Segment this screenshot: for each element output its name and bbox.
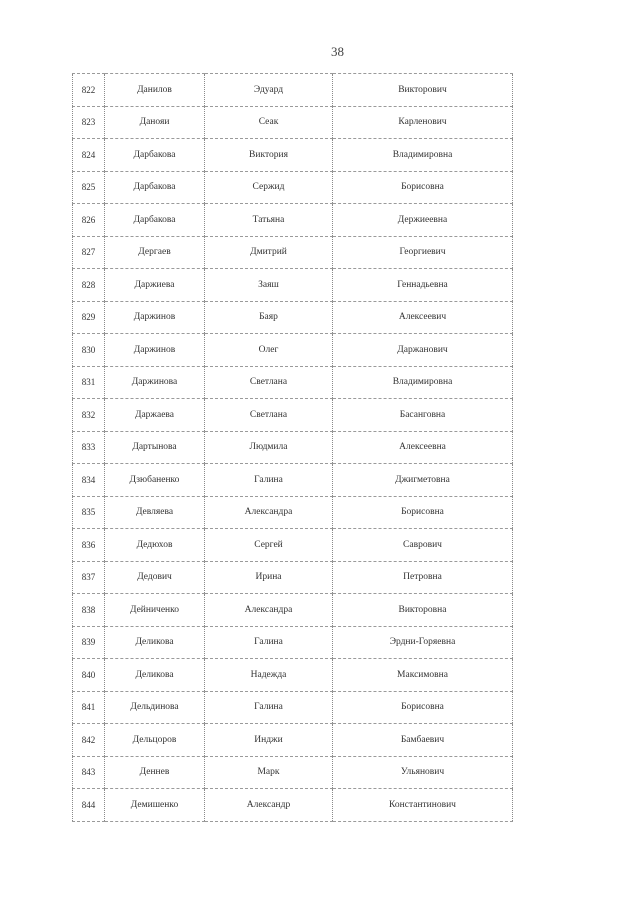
first-name-cell: Надежда xyxy=(205,659,333,692)
table-row xyxy=(73,366,513,399)
page-number: 38 xyxy=(331,44,344,59)
surname-cell: Даржинова xyxy=(105,366,205,399)
patronymic-cell: Бамбаевич xyxy=(333,724,513,757)
first-name-cell: Баяр xyxy=(205,301,333,334)
patronymic-cell: Борисовна xyxy=(333,691,513,724)
surname-cell: Дарбакова xyxy=(105,171,205,204)
table-row xyxy=(73,496,513,529)
row-number-cell: 825 xyxy=(73,171,105,204)
patronymic-cell: Георгиевич xyxy=(333,236,513,269)
table-row xyxy=(73,659,513,692)
surname-cell: Даржинов xyxy=(105,301,205,334)
table-row xyxy=(73,464,513,497)
patronymic-cell: Константинович xyxy=(333,789,513,822)
table-row xyxy=(73,106,513,139)
surname-cell: Даржаева xyxy=(105,399,205,432)
first-name-cell: Галина xyxy=(205,691,333,724)
first-name-cell: Татьяна xyxy=(205,204,333,237)
roster-body xyxy=(73,74,513,822)
table-row xyxy=(73,301,513,334)
first-name-cell: Заяш xyxy=(205,269,333,302)
row-number-cell: 834 xyxy=(73,464,105,497)
surname-cell: Дзюбаненко xyxy=(105,464,205,497)
surname-cell: Дарбакова xyxy=(105,139,205,172)
first-name-cell: Людмила xyxy=(205,431,333,464)
first-name-cell: Сергей xyxy=(205,529,333,562)
table-row xyxy=(73,789,513,822)
table-row xyxy=(73,724,513,757)
row-number-cell: 823 xyxy=(73,106,105,139)
patronymic-cell: Викторовна xyxy=(333,594,513,627)
first-name-cell: Сеак xyxy=(205,106,333,139)
patronymic-cell: Викторович xyxy=(333,74,513,107)
first-name-cell: Ирина xyxy=(205,561,333,594)
table-row xyxy=(73,74,513,107)
patronymic-cell: Басанговна xyxy=(333,399,513,432)
patronymic-cell: Джигметовна xyxy=(333,464,513,497)
first-name-cell: Александра xyxy=(205,496,333,529)
table-row xyxy=(73,431,513,464)
row-number-cell: 844 xyxy=(73,789,105,822)
patronymic-cell: Саврович xyxy=(333,529,513,562)
surname-cell: Данилов xyxy=(105,74,205,107)
row-number-cell: 839 xyxy=(73,626,105,659)
table-row xyxy=(73,204,513,237)
table-row xyxy=(73,236,513,269)
row-number-cell: 837 xyxy=(73,561,105,594)
first-name-cell: Александра xyxy=(205,594,333,627)
row-number-cell: 842 xyxy=(73,724,105,757)
surname-cell: Дергаев xyxy=(105,236,205,269)
table-row xyxy=(73,269,513,302)
patronymic-cell: Даржанович xyxy=(333,334,513,367)
row-number-cell: 835 xyxy=(73,496,105,529)
table-row xyxy=(73,399,513,432)
row-number-cell: 833 xyxy=(73,431,105,464)
patronymic-cell: Алексеевич xyxy=(333,301,513,334)
row-number-cell: 826 xyxy=(73,204,105,237)
surname-cell: Даржинов xyxy=(105,334,205,367)
first-name-cell: Эдуард xyxy=(205,74,333,107)
table-row xyxy=(73,626,513,659)
row-number-cell: 831 xyxy=(73,366,105,399)
row-number-cell: 830 xyxy=(73,334,105,367)
row-number-cell: 836 xyxy=(73,529,105,562)
patronymic-cell: Борисовна xyxy=(333,171,513,204)
table-row xyxy=(73,139,513,172)
patronymic-cell: Владимировна xyxy=(333,139,513,172)
patronymic-cell: Карленович xyxy=(333,106,513,139)
surname-cell: Дартынова xyxy=(105,431,205,464)
surname-cell: Деликова xyxy=(105,626,205,659)
surname-cell: Дедович xyxy=(105,561,205,594)
first-name-cell: Марк xyxy=(205,756,333,789)
table-row xyxy=(73,171,513,204)
table-row xyxy=(73,561,513,594)
patronymic-cell: Максимовна xyxy=(333,659,513,692)
patronymic-cell: Держиеевна xyxy=(333,204,513,237)
surname-cell: Девляева xyxy=(105,496,205,529)
patronymic-cell: Эрдни-Горяевна xyxy=(333,626,513,659)
patronymic-cell: Петровна xyxy=(333,561,513,594)
surname-cell: Деннев xyxy=(105,756,205,789)
patronymic-cell: Геннадьевна xyxy=(333,269,513,302)
patronymic-cell: Ульянович xyxy=(333,756,513,789)
first-name-cell: Александр xyxy=(205,789,333,822)
first-name-cell: Олег xyxy=(205,334,333,367)
surname-cell: Данояи xyxy=(105,106,205,139)
patronymic-cell: Борисовна xyxy=(333,496,513,529)
row-number-cell: 822 xyxy=(73,74,105,107)
first-name-cell: Сержид xyxy=(205,171,333,204)
table-row xyxy=(73,594,513,627)
surname-cell: Дедюхов xyxy=(105,529,205,562)
surname-cell: Дейниченко xyxy=(105,594,205,627)
surname-cell: Дельцоров xyxy=(105,724,205,757)
surname-cell: Дельдинова xyxy=(105,691,205,724)
surname-cell: Деликова xyxy=(105,659,205,692)
surname-cell: Дарбакова xyxy=(105,204,205,237)
patronymic-cell: Алексеевна xyxy=(333,431,513,464)
surname-cell: Даржиева xyxy=(105,269,205,302)
row-number-cell: 843 xyxy=(73,756,105,789)
roster-table xyxy=(72,73,513,822)
row-number-cell: 840 xyxy=(73,659,105,692)
row-number-cell: 824 xyxy=(73,139,105,172)
row-number-cell: 829 xyxy=(73,301,105,334)
patronymic-cell: Владимировна xyxy=(333,366,513,399)
row-number-cell: 832 xyxy=(73,399,105,432)
first-name-cell: Светлана xyxy=(205,399,333,432)
table-row xyxy=(73,334,513,367)
first-name-cell: Инджи xyxy=(205,724,333,757)
table-row xyxy=(73,691,513,724)
row-number-cell: 827 xyxy=(73,236,105,269)
surname-cell: Демишенко xyxy=(105,789,205,822)
table-row xyxy=(73,756,513,789)
table-row xyxy=(73,529,513,562)
row-number-cell: 828 xyxy=(73,269,105,302)
row-number-cell: 841 xyxy=(73,691,105,724)
first-name-cell: Галина xyxy=(205,626,333,659)
row-number-cell: 838 xyxy=(73,594,105,627)
first-name-cell: Галина xyxy=(205,464,333,497)
first-name-cell: Дмитрий xyxy=(205,236,333,269)
first-name-cell: Виктория xyxy=(205,139,333,172)
first-name-cell: Светлана xyxy=(205,366,333,399)
